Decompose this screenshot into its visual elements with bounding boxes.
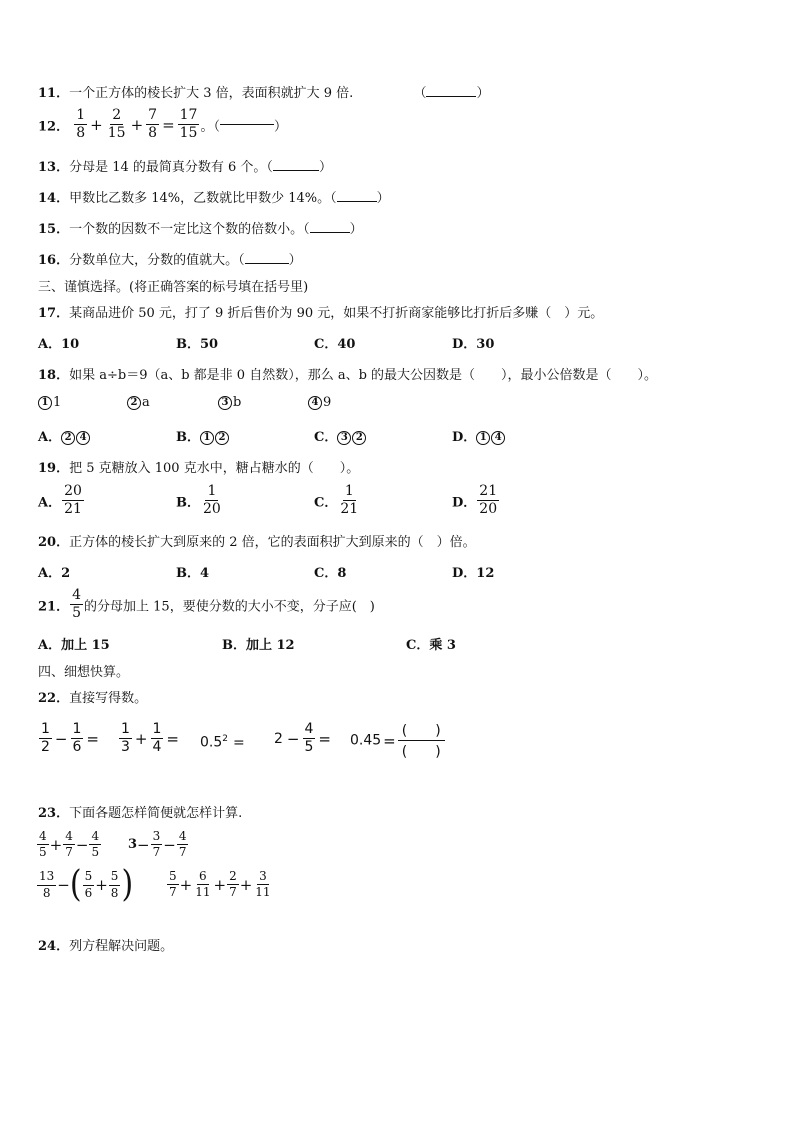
question-16 — [38, 249, 302, 268]
question-11 — [38, 82, 489, 101]
question-text: 下面各题怎样简便就怎样计算. — [69, 806, 243, 821]
question-22 — [38, 687, 147, 706]
option-c[interactable]: C．40 — [314, 337, 356, 352]
expression-r2a: $\frac{13}{8}$ −( $\frac{5}{6}$ + $\frac{5}{8}$ ) — [39, 863, 134, 906]
option-d[interactable]: D．12 — [452, 566, 495, 581]
question-text: 一个正方体的棱长扩大 3 倍，表面积就扩大 9 倍. — [69, 86, 354, 101]
fraction: $\frac{2}{15}$ — [107, 107, 126, 142]
expression-r1a: $\frac{4}{5}$ + $\frac{4}{7}$ − $\frac{4}{5}$ — [39, 829, 100, 860]
question-text: 甲数比乙数多 14%，乙数就比甲数少 14%。（ — [69, 191, 337, 206]
question-12 — [38, 108, 287, 142]
equals: = — [162, 115, 175, 134]
option-c[interactable]: C．8 — [314, 566, 347, 581]
question-number: 12． — [38, 119, 70, 135]
question-number: 21． — [38, 599, 70, 615]
question-number: 17． — [38, 306, 70, 321]
question-text: 直接写得数。 — [69, 691, 148, 706]
option-b[interactable]: B． 1 2 — [176, 426, 230, 445]
question-number: 19． — [38, 461, 70, 476]
answer-blank[interactable] — [273, 170, 319, 171]
expression-3: $0.5^2$ = — [200, 734, 245, 751]
option-b[interactable]: B．加上 12 — [222, 638, 295, 653]
question-number: 13． — [38, 160, 70, 175]
choice-4: 4 9 — [308, 395, 331, 410]
choice-2: 2 a — [127, 395, 150, 410]
option-c[interactable]: C． 3 2 — [314, 426, 367, 445]
expression-5: 0.45 = ( ) ( ) — [350, 720, 445, 761]
answer-paren-right: ） — [476, 86, 490, 101]
choice-3: 3 b — [218, 395, 241, 410]
expression-1: $\frac{1}{2}$ − $\frac{1}{6}$ = — [41, 721, 99, 756]
question-number: 20． — [38, 535, 70, 550]
question-text: 把 5 克糖放入 100 克水中，糖占糖水的（ ）。 — [69, 461, 360, 476]
question-number: 18． — [38, 368, 70, 383]
option-b[interactable]: B． $\frac{1}{20}$ — [176, 483, 221, 518]
fraction: $\frac{7}{8}$ — [148, 107, 158, 142]
question-17 — [38, 302, 603, 321]
option-d[interactable]: D． 1 4 — [452, 426, 506, 445]
option-a[interactable]: A． 2 4 — [38, 426, 91, 445]
answer-paren-right: ） — [318, 160, 332, 175]
option-d[interactable]: D． $\frac{21}{20}$ — [452, 483, 498, 518]
answer-blank[interactable] — [426, 96, 476, 97]
question-number: 16． — [38, 253, 70, 268]
question-24 — [38, 935, 173, 954]
answer-blank[interactable] — [337, 201, 377, 202]
question-15 — [38, 218, 363, 237]
answer-paren-right: ） — [288, 253, 302, 268]
operator: + — [90, 115, 103, 134]
question-number: 14． — [38, 191, 70, 206]
question-text: 如果 a÷b＝9（a、b 都是非 0 自然数），那么 a、b 的最大公因数是（ ），最小公倍数是（ ）。 — [69, 368, 658, 383]
choice-1: 1 1 — [38, 395, 61, 410]
question-19 — [38, 457, 359, 476]
question-text: 分数单位大，分数的值就大。（ — [69, 253, 245, 268]
option-c[interactable]: C． $\frac{1}{21}$ — [314, 483, 359, 518]
question-number: 11． — [38, 86, 70, 101]
question-number: 24． — [38, 939, 70, 954]
question-14 — [38, 187, 390, 206]
question-text: 某商品进价 50 元，打了 9 折后售价为 90 元，如果不打折商家能够比打折后多赚（ ）元。 — [69, 306, 604, 321]
question-text: 正方体的棱长扩大到原来的 2 倍，它的表面积扩大到原来的（ ）倍。 — [69, 535, 476, 550]
question-text: 。（ — [200, 119, 220, 135]
question-text: 列方程解决问题。 — [69, 939, 174, 954]
option-c[interactable]: C．乘 3 — [406, 638, 456, 653]
answer-blank[interactable] — [310, 232, 350, 233]
option-a[interactable]: A．加上 15 — [38, 638, 110, 653]
expression-4: 2 − $\frac{4}{5}$ = — [274, 721, 331, 756]
question-number: 23． — [38, 806, 70, 821]
question-text: 一个数的因数不一定比这个数的倍数小。（ — [69, 222, 310, 237]
option-b[interactable]: B．4 — [176, 566, 210, 581]
question-13 — [38, 156, 332, 175]
option-a[interactable]: A．2 — [38, 566, 71, 581]
answer-paren-right: ） — [376, 191, 390, 206]
option-d[interactable]: D．30 — [452, 337, 495, 352]
question-text: 分母是 14 的最简真分数有 6 个。（ — [69, 160, 273, 175]
expression-r1b: 3− $\frac{3}{7}$ − $\frac{4}{7}$ — [128, 829, 187, 860]
answer-paren-left: （ — [413, 86, 427, 101]
answer-paren-right: ） — [273, 119, 287, 135]
question-number: 15． — [38, 222, 70, 237]
question-20 — [38, 531, 476, 550]
option-a[interactable]: A． $\frac{20}{21}$ — [38, 483, 82, 518]
section-heading: 三、谨慎选择。(将正确答案的标号填在括号里) — [38, 280, 309, 295]
question-18 — [38, 364, 657, 383]
operator: + — [130, 115, 144, 134]
option-b[interactable]: B．50 — [176, 337, 219, 352]
expression-r2b: $\frac{5}{7}$ + $\frac{6}{11}$ + $\frac{2}{7}$ + $\frac{3}{11}$ — [169, 869, 271, 900]
answer-blank[interactable] — [245, 263, 289, 264]
question-text: 的分母加上 15，要使分数的大小不变，分子应( ) — [84, 599, 375, 615]
answer-fraction-box[interactable]: ( ) ( ) — [398, 720, 445, 761]
answer-blank[interactable] — [220, 124, 274, 125]
fraction: $\frac{1}{8}$ — [76, 107, 86, 142]
question-23 — [38, 802, 242, 821]
question-21 — [38, 588, 375, 622]
option-a[interactable]: A．10 — [38, 337, 80, 352]
expression-2: $\frac{1}{3}$ + $\frac{1}{4}$ = — [121, 721, 179, 756]
fraction: $\frac{4}{5}$ — [72, 587, 82, 622]
answer-paren-right: ） — [349, 222, 363, 237]
fraction: $\frac{17}{15}$ — [179, 107, 198, 142]
question-number: 22． — [38, 691, 70, 706]
section-heading: 四、细想快算。 — [38, 665, 130, 680]
